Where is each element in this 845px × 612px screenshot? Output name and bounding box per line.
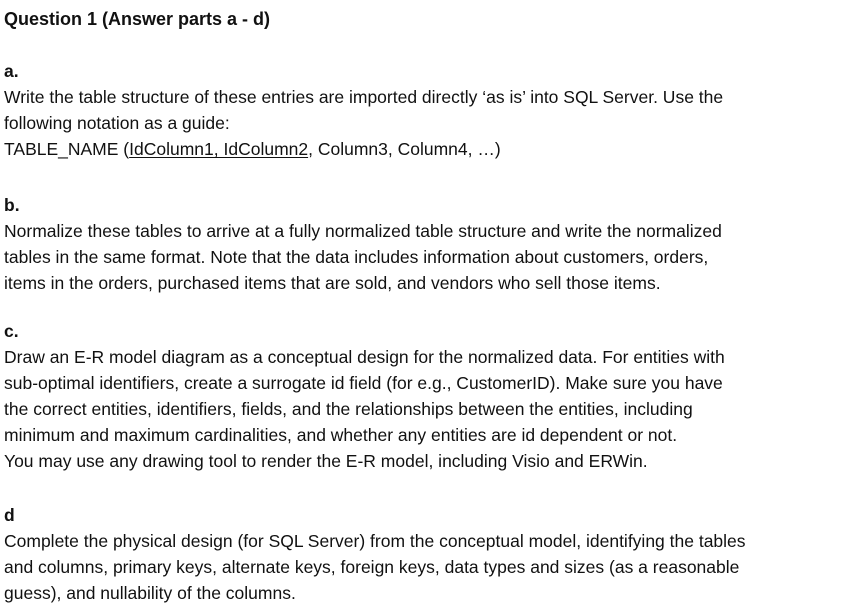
part-a-notation: [4, 136, 839, 162]
part-c: [4, 318, 839, 474]
part-d: [4, 502, 839, 606]
part-b-line-3: items in the orders, purchased items that are sold, and vendors who sell those items.: [4, 273, 661, 293]
part-b-label: b.: [4, 195, 20, 215]
part-a: [4, 58, 839, 162]
part-d-line-2: and columns, primary keys, alternate keys, foreign keys, data types and sizes (as a reasonable: [4, 557, 740, 577]
part-c-label: c.: [4, 321, 19, 341]
part-a-line-1: Write the table structure of these entries are imported directly ‘as is’ into SQL Server. Use the: [4, 87, 724, 107]
part-d-label: d: [4, 505, 15, 525]
part-b-line-2: tables in the same format. Note that the data includes information about customers, orders,: [4, 247, 709, 267]
part-c-line-2: sub-optimal identifiers, create a surrogate id field (for e.g., CustomerID). Make sure you have: [4, 373, 723, 393]
part-a-label: a.: [4, 61, 19, 81]
question-title: Question 1 (Answer parts a - d): [4, 9, 271, 29]
part-d-line-1: Complete the physical design (for SQL Server) from the conceptual model, identifying the tables: [4, 531, 746, 551]
part-d-line-3: guess), and nullability of the columns.: [4, 583, 296, 603]
notation-key-columns: IdColumn1, IdColumn2: [129, 139, 309, 159]
notation-suffix: , Column3, Column4, …): [308, 139, 501, 159]
part-c-line-5: You may use any drawing tool to render the E-R model, including Visio and ERWin.: [4, 451, 648, 471]
part-c-line-4: minimum and maximum cardinalities, and whether any entities are id dependent or not.: [4, 425, 678, 445]
part-c-line-3: the correct entities, identifiers, fields, and the relationships between the entities, including: [4, 399, 693, 419]
part-c-line-1: Draw an E-R model diagram as a conceptual design for the normalized data. For entities with: [4, 347, 725, 367]
part-a-line-2: following notation as a guide:: [4, 113, 230, 133]
part-b-line-1: Normalize these tables to arrive at a fully normalized table structure and write the normalized: [4, 221, 722, 241]
part-b: [4, 192, 839, 296]
notation-prefix: TABLE_NAME (: [4, 139, 130, 159]
